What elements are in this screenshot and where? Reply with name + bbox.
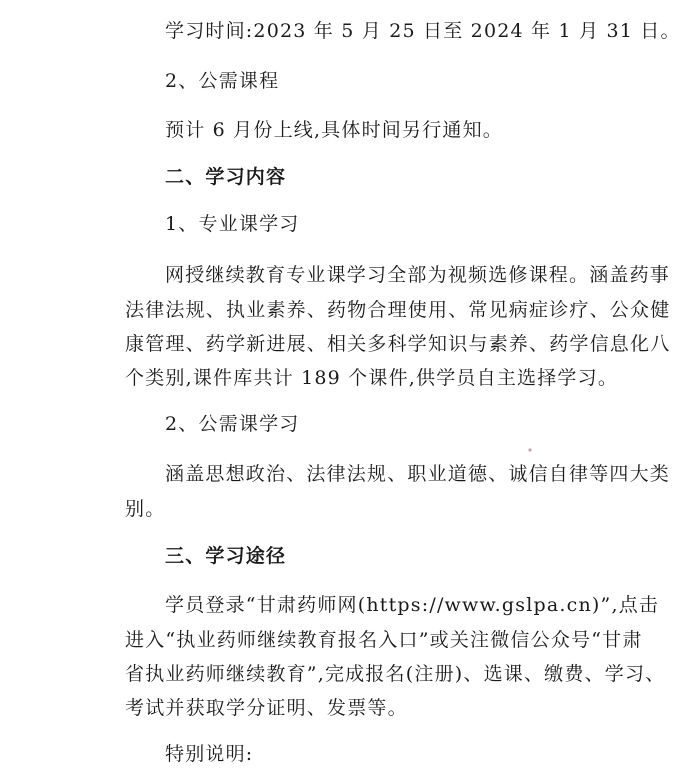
study-time-line: 学习时间:2023 年 5 月 25 日至 2024 年 1 月 31 日。 [165,20,681,42]
study-channel-paragraph-line-2: 进入“执业药师继续教育报名入口”或关注微信公众号“甘肃 [125,629,643,651]
professional-course-paragraph-line-3: 康管理、药学新进展、相关多科学知识与素养、药学信息化八 [125,333,671,355]
public-study-paragraph-line-2: 别。 [125,498,166,520]
study-channel-paragraph-line-1: 学员登录“甘肃药师网(https://www.gslpa.cn)”,点击 [165,594,660,616]
public-study-subheading: 2、公需课学习 [165,413,300,435]
public-course-subheading: 2、公需课程 [165,70,280,92]
study-channel-paragraph-line-4: 考试并获取学分证明、发票等。 [125,697,408,719]
professional-course-paragraph-line-4: 个类别,课件库共计 189 个课件,供学员自主选择学习。 [125,367,619,389]
professional-course-paragraph-line-1: 网授继续教育专业课学习全部为视频选修课程。涵盖药事 [165,264,671,286]
study-channel-paragraph-line-3: 省执业药师继续教育”,完成报名(注册)、选课、缴费、学习、 [125,663,666,685]
section-heading-study-content: 二、学习内容 [165,166,287,188]
public-course-notice: 预计 6 月份上线,具体时间另行通知。 [165,119,504,141]
professional-course-subheading: 1、专业课学习 [165,213,300,235]
professional-course-paragraph-line-2: 法律法规、执业素养、药物合理使用、常见病症诊疗、公众健 [125,299,671,321]
public-study-paragraph-line-1: 涵盖思想政治、法律法规、职业道德、诚信自律等四大类 [165,463,671,485]
scan-speck [527,447,533,453]
section-heading-study-channel: 三、学习途径 [165,545,287,567]
special-note-label: 特别说明: [165,743,254,765]
